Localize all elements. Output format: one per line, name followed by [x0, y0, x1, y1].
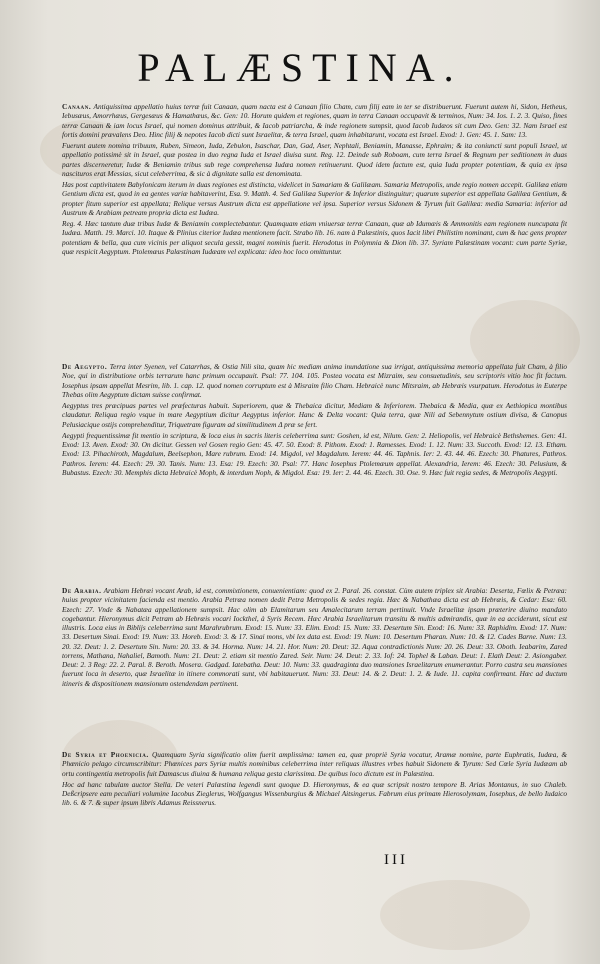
paragraph: Has post captivitatem Babylonicam iterum in duas regiones est distincta, videlicet in Samariam & Galilæam. Samaria Metropolis, unde regio nomen accepit. Galilæa etiam Gentium dicta est, quod in ea gentes variæ habitaverint, Esa. 9. Matth. 4. Sed Galilæa Superior & Inferior distinguitur; quarum superior est appellata Galilæa Gentium, & propter fitum superior est appellata; Relique versus Austrum dicta est appellatione vel ipsa. Superior versus Sidonem & Tyrum fuit Galilæa: media Samaria: inferior ad Austrum & Arabiam petream propria dicta est Iudæa.	[62, 180, 567, 217]
paragraph	[62, 750, 567, 778]
section-arabia	[62, 586, 567, 744]
paragraph: Hoc ad hanc tabulam auctor Stella. De veteri Palæstina legendi sunt quoque D. Hieronymus, & ea quæ scripsit nostro tempore B. Arias Montanus, in suo Chaleb. Deßcripsere eam peculiari volumine Iacobus Zieglerus, Wolfgangus Wissenburgius & Michael Aitsingerus. Fabrum eius primam Hierosolymam, Iosephus, de bello Iudaico lib. 6. & 7. & super ipsum libris Adamus Reissnerus.	[62, 779, 567, 808]
foxing-stain	[380, 880, 530, 950]
paragraph	[62, 102, 567, 139]
paragraph: Fuerunt autem nomina tribuum, Ruben, Simeon, Iuda, Zebulon, Isaschar, Dan, Gad, Aser, Nephtali, Beniamin, Manasse, Ephraim; & ita coniuncti sunt populi Israel, ut appellatio potissimè sit in Israel, quæ postea in duo regna Iuda et Israel diuisa sunt. Reg. 12. Deinde sub Roboam, cum terra Israel & Regnum per seditionem in duas partes discerneretur, Iudæ & Beniamin tribus sub rege comprehensa Iudæa nomen retinuerunt. Quod idem factum est, quia Iuda propter potentiam, & quia ex ipsa nascituros erat Messias, sicut celeberrima, & sic à dignitate salla est denominata.	[62, 141, 567, 178]
section-text: Arabiam Hebræi vocant Arab, id est, commixtionem, conuenientiam: quod ex 2. Paral. 26. constat. Cùm autem triplex sit Arabia: Deserta, Fœlix & Petræa: huius propter vicinitatem facienda est mentio. Arabia Petræa nomen dedit Petra Metropolis & sedes regia. Hæc & Nabathæa dicta est ab Hebræis, & Cedar: Esa: 60. Ezech: 27. Vnde & Nabatæa appellationem sumpsit. Hac olim ab Elamitarum seu Amalecitarum terram pertinuit. Vnde Israelitæ ipsam præterire diuino mandato cogebantur. Hieronymus dicit Petram ab Hebræis vocari Iockthel, à Syris Recem. Hæc Arabia Israelitarum transitu & multis admirandis, quæ in ea acciderunt, sicut est illustris. Loca eius in Biblijs celeberrima sunt Marahrubrum. Exod: 15. Num: 33. Elim. Exod: 15. Num: 33. Desertum Sin. Exod: 16. Num: 33. Raphidim. Exod: 17. Num: 33. Desertum Sinai. Exod: 19. Num: 33. Horeb. Exod: 3. & 17. Sinai mons, vbi lex data est. Exod: 19. Num: 10. Desertum Pharan. Num: 10. & 12. Cades Barne. Num: 13. 20. 32. Deut: 1. 2. Desertum Sin. Num: 20. 33. & 34. Horma. Num: 14. 21. Hor. Num: 20. Deut: 32. Aqua contradictionis Num: 20. 26. Deut: 33. Oboth. Ieabarim, Zared torrens, Mathana, Nahaliel, Bamoth. Num: 21. Deut: 2. etiam sit mentio Zared. Seir. Num: 24. Deut: 2. 33. Iof: 24. Tophel & Laban. Deut: 1. Elath Deut: 2. Asiongaber. Deut: 2. 3 Reg: 22. 2. Paral. 8. Beroth. Mosera. Gadgad. Iatebatha. Deut: 10. Num: 33. quadraginta duo mansiones Israelitarum enumerantur. Porro castra seu mansiones fuerunt loca in deserto, quæ Israelitæ in itinere commorati sunt, vbi habitauerunt. Num: 33. Deut: 14. & 2. Deut: 1. 2. & Iude. 11. capita confirmant. Hæc ad ductum itineris & dispositionem mansionum ostendendam pertinent.	[62, 586, 567, 688]
section-lead: De Aegypto.	[62, 362, 108, 371]
section-lead: De Arabia.	[62, 586, 102, 595]
page-title: PALÆSTINA.	[137, 45, 463, 90]
section-lead: Canaan.	[62, 102, 92, 111]
paragraph: Reg. 4. Hæc tantum duæ tribus Iudæ & Beniamin complectebantur. Quamquam etiam vniuersæ terræ Canaan, quæ ab Idumæis & Ammonitis eam regionem nuncupata fit Iudæa. Matth. 19. Marci. 10. Itaque & Plinius citerior Iudæa mentionem facit. Strabo lib. 16. nam à Palæstinis, quos Iacit libri Philistim nominant, cum & hac gens propter potentiam & bella, qua cum vicinis per aliquot secula gessit, magni nominis fuerit. Herodotus in Polymnia & Dion lib. 37. Syriam Palæstinam vocant: cum parte Syriæ, quæ respicit Aegyptum. Ptolemæus Palæstinam Iudæam vel explicata: ideo hoc loco omittuntur.	[62, 219, 567, 256]
paragraph	[62, 362, 567, 399]
paragraph: Aegyptus tres præcipuas partes vel præfecturas habuit. Superiorem, quæ & Thebaica dicitur, Mediam & Inferiorem. Thebaica & Media, quæ ex Aethiopica montibus claudatur. Reliqua regio vsque in mare Aegyptium dicitur Aegyptus inferior. Hanc & Delta vocant: Quia terra, quæ Nili ad Sebennytum ostium divisa, & Canopus Pelusiacique ostijs comprehenditur, Triquetram figuram ad similitudinem Δ præ se fert.	[62, 401, 567, 429]
section-text: Antiquissima appellatio huius terræ fuit Canaan, quam nacta est à Canaan filio Cham, cum filij eam in ter se distribuerunt. Fuerunt autem hi, Sidon, Hetheus, Iebusæus, Amorrhæus, Gergesæus & Hamathæus, &c. Gen: 10. Horum quidem et regiones, quam in terra Canaan occupavit & terminos, Num: 34. Ios. 1. 2. 3. Quiso, fines terræ Canaan & iam locus Israel, qui nomen dominus attribuit, & Iacob patriarcha, & inde regionem sumpsit, quod Iacob Iudæos sit cum Deo. Gen: 32. Nam Israel est fortis domini prævalens Deo. Hinc filij & nepotes Iacob dicti sunt Israelitæ, & terra Israel, quam inhabitarunt, vocata est Israel. Exod: 1. Gen: 45. 1. Sam: 13.	[62, 102, 567, 139]
paragraph	[62, 586, 567, 688]
section-aegyptus	[62, 362, 567, 522]
section-text: Terra inter Syenen, vel Catarrhas, & Ostia Nili sita, quam hic mediam anima inundatione sua irrigat, antiquissima memoria appellata fuit Cham, à filio Noe, qui in distributione orbis terrarum hanc primum occupauit. Psal: 77. 104. 105. Postea vocata est Mizraim, seu consuetudinis, seu scriptoris vitio hoc fit factum. Iosephus ipsam appellat Mesrim, lib. 1. cap. 12. quod nomen corruptum est à Misraim filio Cham. Hebraicè nunc Mitsraim, ab Hebræis vsurpatum. Herodotus in Euterpe Thebas olim Aegyptum dictam suisse confirmat.	[62, 362, 567, 399]
page-number: III	[384, 852, 408, 868]
section-text: Quamquam Syria significatio olim fuerit amplissima: tamen ea, quæ propriè Syria vocatur, Aramæ nomine, parte Euphratis, Iudæa, & Phœnicio pelago circumscribitur: Phœnices pars Syriæ multis nominibus celeberrima inter reliquas illustres vrbes habuit Sidonem & Tyrum: Sed Cœle Syria Iudæam ab ortu contingentia metropolis fuit Damascus diuina & humana reliqua gesta clarissima. De quibus loco dictum est in Palæstina.	[62, 750, 567, 778]
paragraph: Aegypti frequentissimæ fit mentio in scriptura, & loca eius in sacris literis celeberrima sunt: Goshen, id est, Nilum. Gen: 2. Heliopolis, vel Hebraicè Bethshemes. Gen: 41. Exod: 13. Aven. Exod: 30. On dicitur. Gessen vel Gosen regio Gen: 45. 47. 50. Exod: 8. Pithom. Exod: 1. Ramesses. Exod: 1. 12. Num: 33. Succoth. Exod: 12. 13. Etham. Exod: 13. Pihachiroth, Magdalum, Beelsephon, Mare rubrum. Exod: 14. Migdol, vel Magdalum. Ierem: 44. 46. Taphnis. Ier: 2. 43. 44. 46. Ezech: 30. Phatures, Pathros. Pathros. Ierem: 44. Ezech: 29. 30. Tanis. Num: 13. Esa: 19. Ezech: 30. Psal: 77. Hanc Iosephus Ptolemæum appellat. Alexandria, Ierem: 46. Ezech: 30. Pelusium, & Bubastus. Ezech: 30. Memphis dicta Hebraicè Moph, & interdum Noph, & Migdol. Esa: 19. Ier: 2. 44. 46. Ezech. 30. Ose. 9. Hæc fuit regia sedes, & Metropolis Aegypti.	[62, 430, 567, 477]
section-lead: De Syria et Phoenicia.	[62, 750, 149, 759]
section-syria	[62, 750, 567, 842]
section-canaan	[62, 102, 567, 340]
